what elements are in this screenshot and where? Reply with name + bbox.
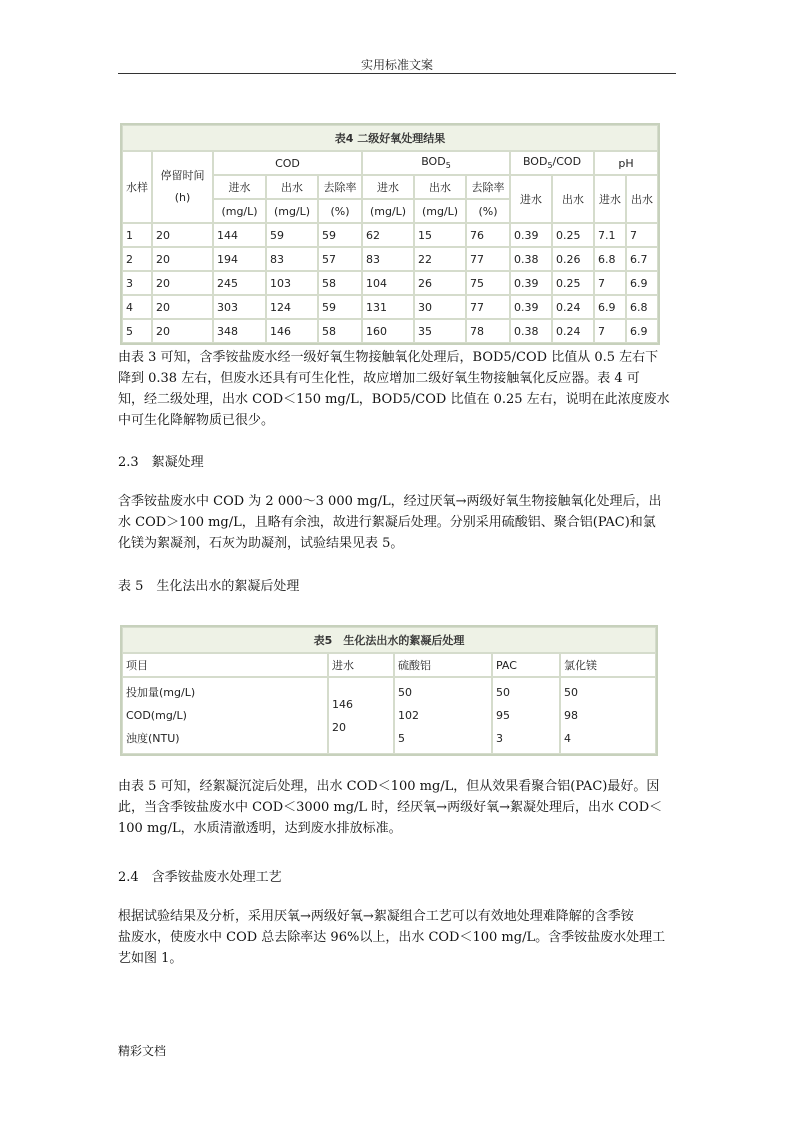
table-5-title: 表 5 生化法出水的絮凝后处理 [118, 579, 300, 594]
col-header-time: 停留时间 (h) [152, 151, 213, 223]
paragraph-flocculation: 含季铵盐废水中 COD 为 2 000～3 000 mg/L，经过厌氧→两级好氧生物接触氧化处理后，出 水 COD＞100 mg/L，且略有余浊，故进行絮凝后处理。分别采用硫酸铝、聚合铝(PAC)和氯 化镁为絮凝剂，石灰为助凝剂，试验结果见表 5。 [118, 494, 662, 551]
sub-header: 进水 [594, 175, 626, 223]
col-header: 硫酸铝 [394, 653, 492, 677]
col-header: PAC [492, 653, 560, 677]
sub-header: 去除率 [466, 175, 510, 199]
paragraph-table5-analysis: 由表 5 可知，经絮凝沉淀后处理，出水 COD＜100 mg/L，但从效果看聚合铝(PAC)最好。因 此，当含季铵盐废水中 COD＜3000 mg/L 时，经厌氧→两级好氧→絮凝处理后，出水 COD＜ 100 mg/L，水质清澈透明，达到废水排放标准。 [118, 779, 663, 836]
sub-header: 出水 [626, 175, 658, 223]
col-header: 进水 [328, 653, 394, 677]
table-row: 2 20 194 83 57 83 22 77 0.38 0.26 6.8 6.7 [122, 247, 658, 271]
table-5 [120, 625, 658, 756]
unit-label: (mg/L) [213, 199, 266, 223]
sub-header: 出水 [414, 175, 466, 199]
table-row: 投加量(mg/L) COD(mg/L) 浊度(NTU) 146 20 50 102 5 50 95 3 50 98 4 [122, 677, 656, 754]
group-header-bod5: $BOD_5$ [362, 151, 510, 175]
sub-header: 进水 [213, 175, 266, 199]
section-heading-2-3: 2.3 絮凝处理 [118, 455, 204, 470]
table-row: 3 20 245 103 58 104 26 75 0.39 0.25 7 6.9 [122, 271, 658, 295]
unit-label: (mg/L) [266, 199, 318, 223]
page-header: 实用标准文案 [360, 58, 433, 72]
unit-label: (mg/L) [362, 199, 414, 223]
header-rule [118, 73, 676, 74]
col-header-sample: 水样 [122, 151, 152, 223]
group-header-ph: pH [594, 151, 658, 175]
paragraph-process: 根据试验结果及分析，采用厌氧→两级好氧→絮凝组合工艺可以有效地处理难降解的含季铵 盐废水，使废水中 COD 总去除率达 96%以上，出水 COD＜100 mg/L。含季铵盐废水处理工 艺如图 1。 [118, 909, 666, 966]
table-4 [120, 123, 660, 345]
table-row: 1 20 144 59 59 62 15 76 0.39 0.25 7.1 7 [122, 223, 658, 247]
sub-header: 出水 [266, 175, 318, 199]
group-header-cod: COD [213, 151, 362, 175]
sub-header: 进水 [362, 175, 414, 199]
table-row: 4 20 303 124 59 131 30 77 0.39 0.24 6.9 6.8 [122, 295, 658, 319]
col-header: 项目 [122, 653, 328, 677]
table-caption: 表4 二级好氧处理结果 [122, 125, 658, 151]
sub-header: 去除率 [318, 175, 362, 199]
unit-label: (mg/L) [414, 199, 466, 223]
unit-label: (%) [318, 199, 362, 223]
unit-label: (%) [466, 199, 510, 223]
sub-header: 进水 [510, 175, 552, 223]
table-row: 5 20 348 146 58 160 35 78 0.38 0.24 7 6.9 [122, 319, 658, 343]
sub-header: 出水 [552, 175, 594, 223]
paragraph-table3-analysis: 由表 3 可知，含季铵盐废水经一级好氧生物接触氧化处理后，BOD5/COD 比值从 0.5 左右下 降到 0.38 左右，但废水还具有可生化性，故应增加二级好氧生物接触氧化反应器。表 4 可 知，经二级处理，出水 COD＜150 mg/L，BOD5/COD 比值在 0.25 左右，说明在此浓度废水 中可生化降解物质已很少。 [118, 350, 670, 428]
section-heading-2-4: 2.4 含季铵盐废水处理工艺 [118, 870, 282, 885]
page-footer: 精彩文档 [118, 1044, 167, 1058]
group-header-bod5-cod: $BOD_5$/COD [510, 151, 594, 175]
col-header: 氯化镁 [560, 653, 656, 677]
table-caption: 表5 生化法出水的絮凝后处理 [122, 627, 656, 653]
